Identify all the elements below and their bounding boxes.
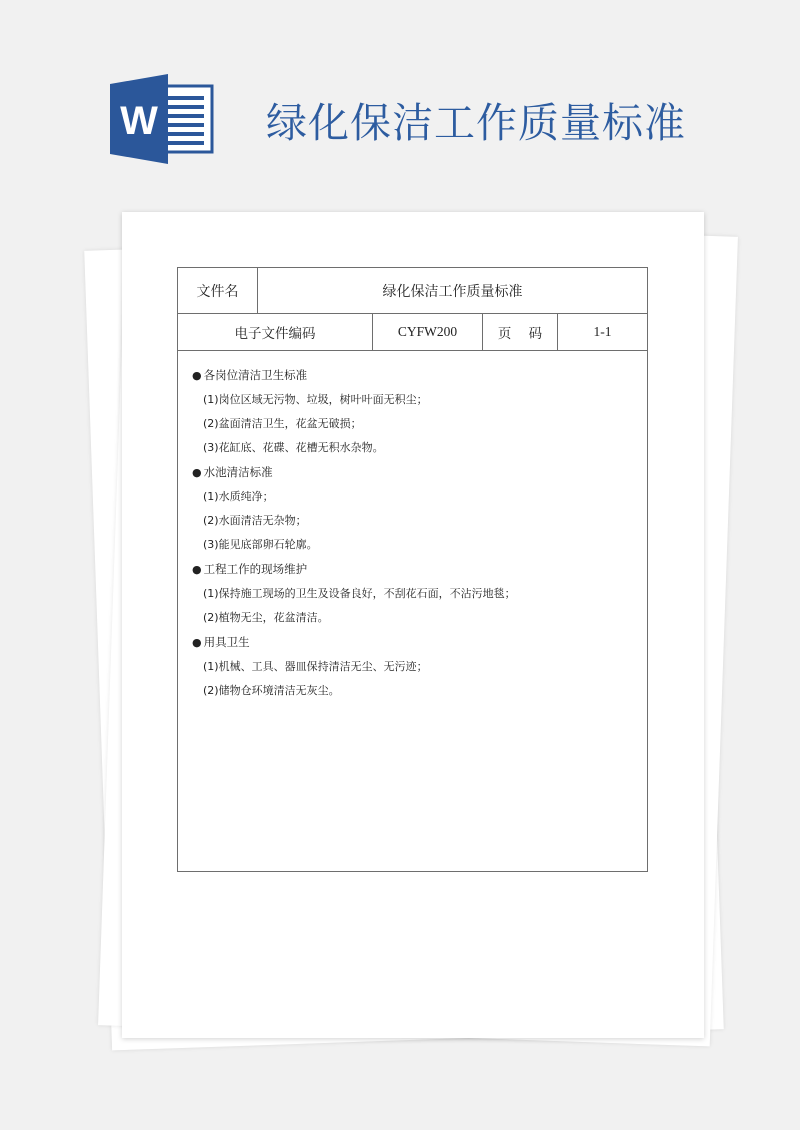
bullet-icon: ● (192, 636, 202, 649)
section-title-label: 各岗位清洁卫生标准 (203, 368, 308, 382)
list-item: (2)储物仓环境清洁无灰尘。 (203, 684, 340, 697)
list-item: (3)花缸底、花碟、花槽无积水杂物。 (203, 441, 384, 454)
document-header-table (177, 267, 648, 872)
page-value: 1-1 (558, 314, 648, 351)
section-title (192, 460, 647, 485)
page-label: 页 码 (483, 314, 558, 351)
bullet-icon: ● (192, 369, 202, 382)
word-icon (110, 74, 214, 164)
code-label: 电子文件编码 (178, 314, 373, 351)
code-value: CYFW200 (373, 314, 483, 351)
list-item: (1)保持施工现场的卫生及设备良好，不刮花石面，不沾污地毯； (203, 587, 516, 600)
file-name-label: 文件名 (178, 268, 258, 314)
document-body (178, 351, 648, 872)
list-item: (3)能见底部卵石轮廓。 (203, 538, 318, 551)
bullet-icon: ● (192, 466, 202, 479)
section-title-label: 水池清洁标准 (203, 465, 273, 479)
section-title (192, 363, 647, 388)
list-item: (2)植物无尘，花盆清洁。 (203, 611, 329, 624)
list-item: (1)机械、工具、器皿保持清洁无尘、无污迹； (203, 660, 428, 673)
section-title-label: 工程工作的现场维护 (203, 562, 308, 576)
document-page (122, 212, 704, 1038)
section-title-label: 用具卫生 (203, 635, 250, 649)
list-item: (2)盆面清洁卫生，花盆无破损； (203, 417, 362, 430)
list-item: (2)水面清洁无杂物； (203, 514, 307, 527)
list-item: (1)水质纯净； (203, 490, 274, 503)
list-item: (1)岗位区域无污物、垃圾，树叶叶面无积尘； (203, 393, 428, 406)
file-name-value: 绿化保洁工作质量标准 (258, 268, 648, 314)
section-title (192, 557, 647, 582)
document-content (178, 351, 647, 703)
page-title: 绿化保洁工作质量标准 (266, 99, 686, 147)
section-title (192, 630, 647, 655)
word-logo-letter: W (120, 99, 158, 143)
bullet-icon: ● (192, 563, 202, 576)
